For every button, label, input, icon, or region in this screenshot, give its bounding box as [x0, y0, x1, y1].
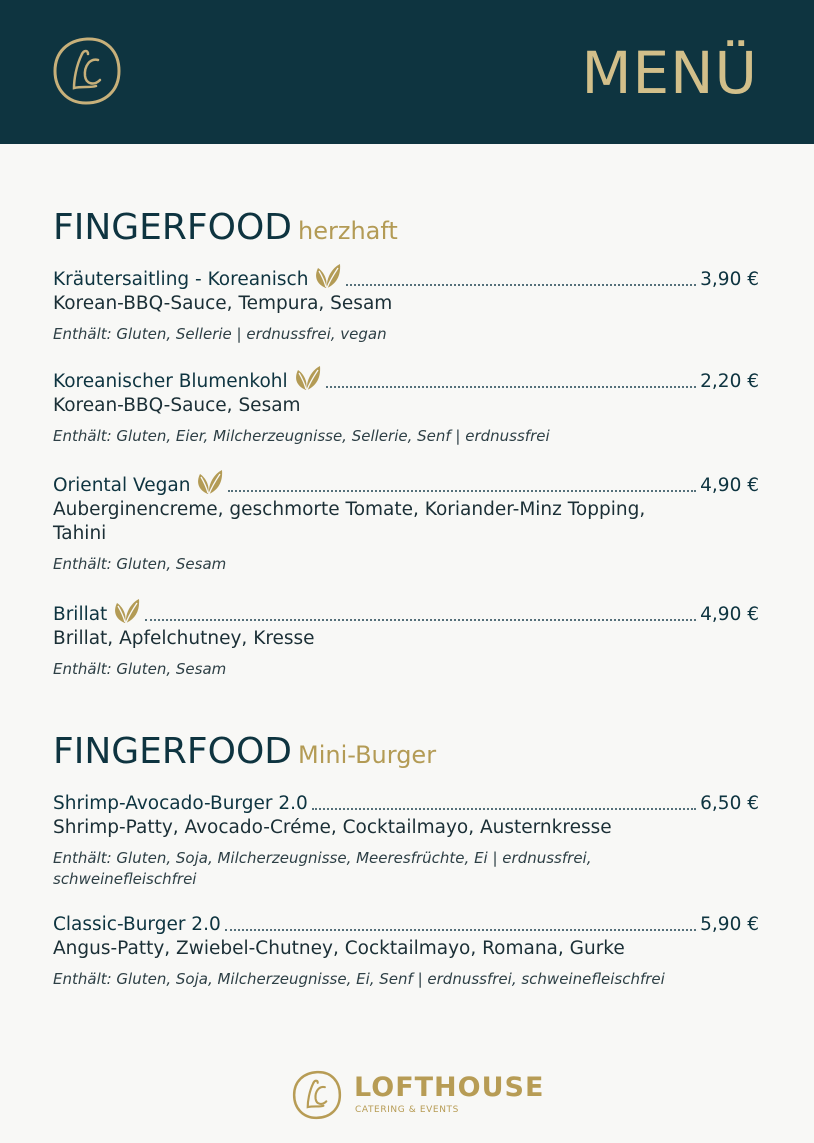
dot-leader [145, 619, 696, 621]
menu-item [53, 266, 759, 345]
item-price: 6,50 € [700, 793, 759, 814]
item-price: 4,90 € [700, 475, 759, 496]
vegan-leaf-icon [312, 262, 342, 290]
item-price: 4,90 € [700, 604, 759, 625]
item-allergens: Enthält: Gluten, Sesam [53, 660, 227, 678]
item-allergens: Enthält: Gluten, Soja, Milcherzeugnisse, Ei, Senf | erdnussfrei, schweinefleischfrei [53, 970, 665, 988]
item-name: Kräutersaitling - Koreanisch [53, 269, 309, 290]
section-title-herzhaft [53, 206, 398, 253]
item-description: Korean-BBQ-Sauce, Sesam [53, 395, 301, 416]
menu-item [53, 790, 759, 890]
item-description: Shrimp-Patty, Avocado-Créme, Cocktailmayo, Austernkresse [53, 817, 612, 838]
dot-leader [225, 929, 696, 931]
item-description: Auberginencreme, geschmorte Tomate, Koriander-Minz Topping, Tahini [53, 499, 646, 544]
item-name: Brillat [53, 604, 108, 625]
item-name: Oriental Vegan [53, 475, 191, 496]
lc-monogram-icon [52, 36, 122, 106]
page-title: MENÜ [581, 39, 758, 107]
item-price: 2,20 € [700, 371, 759, 392]
footer-brand: LOFTHOUSE [354, 1072, 545, 1103]
item-allergens: Enthält: Gluten, Sesam [53, 555, 227, 573]
dot-leader [312, 808, 696, 810]
item-allergens: Enthält: Gluten, Sellerie | erdnussfrei, vegan [53, 325, 387, 343]
lc-monogram-icon [292, 1070, 342, 1120]
item-price: 3,90 € [700, 269, 759, 290]
item-name: Shrimp-Avocado-Burger 2.0 [53, 793, 308, 814]
item-description: Angus-Patty, Zwiebel-Chutney, Cocktailmayo, Romana, Gurke [53, 938, 625, 959]
dot-leader [228, 490, 696, 492]
footer-tagline: CATERING & EVENTS [355, 1105, 459, 1115]
menu-item [53, 472, 759, 575]
section-title-mini-burger [53, 730, 436, 777]
menu-item [53, 601, 759, 680]
dot-leader [346, 284, 696, 286]
menu-item [53, 911, 759, 990]
item-name: Classic-Burger 2.0 [53, 914, 221, 935]
item-allergens: Enthält: Gluten, Soja, Milcherzeugnisse, Meeresfrüchte, Ei | erdnussfrei, schweinefleischfrei [53, 849, 592, 888]
menu-item [53, 368, 759, 447]
section-title-main: FINGERFOOD [53, 207, 293, 248]
vegan-leaf-icon [292, 364, 322, 392]
section-title-main: FINGERFOOD [53, 731, 293, 772]
item-name: Koreanischer Blumenkohl [53, 371, 288, 392]
vegan-leaf-icon [111, 597, 141, 625]
item-price: 5,90 € [700, 914, 759, 935]
section-subtitle: herzhaft [298, 217, 398, 245]
item-allergens: Enthält: Gluten, Eier, Milcherzeugnisse, Sellerie, Senf | erdnussfrei [53, 427, 550, 445]
section-subtitle: Mini-Burger [298, 741, 437, 769]
vegan-leaf-icon [194, 468, 224, 496]
item-description: Korean-BBQ-Sauce, Tempura, Sesam [53, 293, 393, 314]
item-description: Brillat, Apfelchutney, Kresse [53, 628, 315, 649]
dot-leader [326, 386, 697, 388]
header-bar [0, 0, 814, 144]
